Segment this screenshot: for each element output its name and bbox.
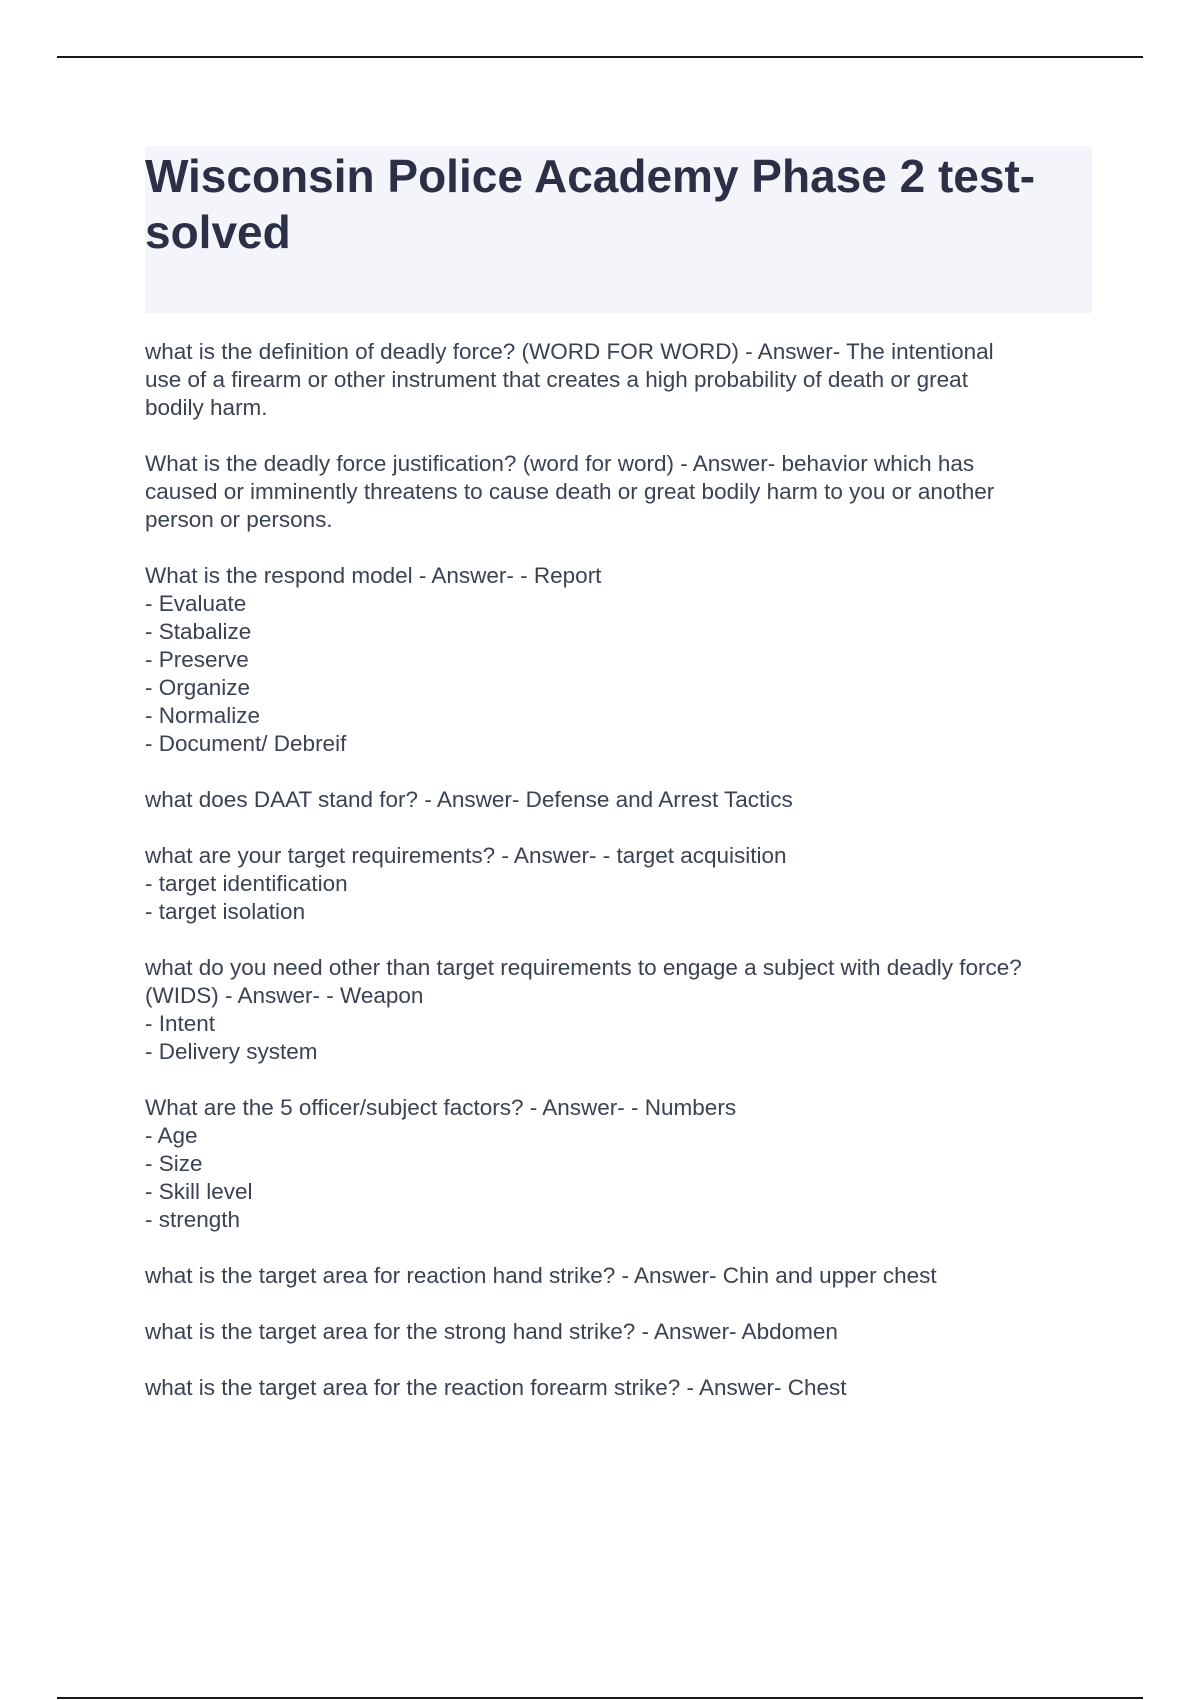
qa-line: person or persons.	[145, 507, 333, 532]
qa-item-target-requirements	[145, 842, 1105, 926]
qa-item-officer-subject-factors	[145, 1094, 1105, 1234]
qa-line: what is the target area for the reaction forearm strike? - Answer- Chest	[145, 1375, 847, 1400]
qa-line: caused or imminently threatens to cause death or great bodily harm to you or another	[145, 479, 995, 504]
qa-list	[145, 338, 1105, 1430]
qa-line: What is the respond model - Answer- - Report	[145, 563, 602, 588]
qa-line: what is the target area for the strong hand strike? - Answer- Abdomen	[145, 1319, 838, 1344]
qa-item-wids	[145, 954, 1105, 1066]
qa-item-deadly-force-definition	[145, 338, 1105, 422]
title-block	[145, 146, 1092, 313]
qa-line: - target identification	[145, 871, 348, 896]
qa-line: use of a firearm or other instrument that creates a high probability of death or great	[145, 367, 968, 392]
qa-line: - Organize	[145, 675, 251, 700]
qa-line: (WIDS) - Answer- - Weapon	[145, 983, 424, 1008]
title-line: solved	[145, 206, 291, 258]
qa-line: what is the target area for reaction hand strike? - Answer- Chin and upper chest	[145, 1263, 937, 1288]
qa-line: - Normalize	[145, 703, 261, 728]
qa-item-reaction-forearm-strike	[145, 1374, 1105, 1402]
qa-line: What are the 5 officer/subject factors? - Answer- - Numbers	[145, 1095, 737, 1120]
qa-line: - target isolation	[145, 899, 306, 924]
qa-line: - Size	[145, 1151, 203, 1176]
qa-line: what do you need other than target requirements to engage a subject with deadly force?	[145, 955, 1022, 980]
qa-line: - Evaluate	[145, 591, 247, 616]
bottom-divider	[57, 1697, 1143, 1699]
qa-line: - Document/ Debreif	[145, 731, 347, 756]
qa-line: - Age	[145, 1123, 198, 1148]
qa-line: - strength	[145, 1207, 241, 1232]
qa-item-daat	[145, 786, 1105, 814]
qa-line: - Delivery system	[145, 1039, 318, 1064]
qa-line: what does DAAT stand for? - Answer- Defense and Arrest Tactics	[145, 787, 793, 812]
qa-line: - Intent	[145, 1011, 216, 1036]
qa-item-deadly-force-justification	[145, 450, 1105, 534]
qa-line: - Preserve	[145, 647, 249, 672]
qa-line: - Stabalize	[145, 619, 252, 644]
top-divider	[57, 56, 1143, 58]
document-title	[145, 148, 1085, 260]
qa-item-reaction-hand-strike	[145, 1262, 1105, 1290]
qa-item-respond-model	[145, 562, 1105, 758]
qa-line: what is the definition of deadly force? (WORD FOR WORD) - Answer- The intentional	[145, 339, 994, 364]
qa-line: what are your target requirements? - Answer- - target acquisition	[145, 843, 787, 868]
qa-line: - Skill level	[145, 1179, 253, 1204]
qa-line: bodily harm.	[145, 395, 268, 420]
title-line: Wisconsin Police Academy Phase 2 test-	[145, 150, 1036, 202]
qa-line: What is the deadly force justification? (word for word) - Answer- behavior which has	[145, 451, 975, 476]
qa-item-strong-hand-strike	[145, 1318, 1105, 1346]
